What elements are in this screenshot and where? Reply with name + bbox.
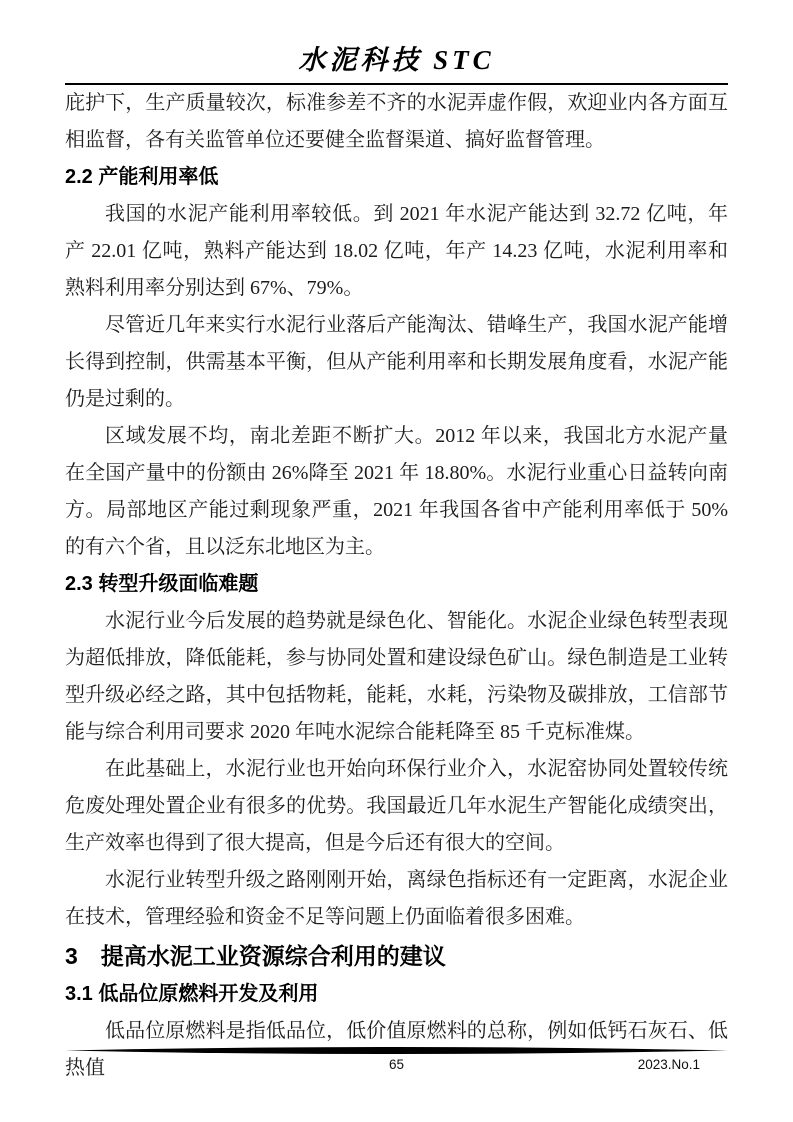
section-2-2-paragraph: 区域发展不均，南北差距不断扩大。2012 年以来，我国北方水泥产量在全国产量中的份额由 26%降至 2021 年 18.80%。水泥行业重心日益转向南方。局部地区产能过剩现象严重，2021 年我国各省中产能利用率低于 50%的有六个省，且以泛东北地区为主。 <box>65 425 728 558</box>
section-3-heading: 3 提高水泥工业资源综合利用的建议 <box>65 943 446 969</box>
section-2-3-paragraph: 水泥行业今后发展的趋势就是绿色化、智能化。水泥企业绿色转型表现为超低排放，降低能耗，参与协同处置和建设绿色矿山。绿色制造是工业转型升级必经之路，其中包括物耗，能耗，水耗，污染物及碳排放，工信部节能与综合利用司要求 2020 年吨水泥综合能耗降至 85 千克标准煤。 <box>65 610 728 743</box>
page-content <box>65 0 728 1087</box>
section-2-2-paragraph: 我国的水泥产能利用率较低。到 2021 年水泥产能达到 32.72 亿吨，年产 22.01 亿吨，熟料产能达到 18.02 亿吨，年产 14.23 亿吨，水泥利用率和熟料利用率分别达到 67%、79%。 <box>65 203 728 299</box>
section-2-3-heading: 2.3 转型升级面临难题 <box>65 573 259 595</box>
section-3-1-paragraph: 低品位原燃料是指低品位，低价值原燃料的总称，例如低钙石灰石、低热值 <box>65 1020 728 1079</box>
article-body <box>65 85 728 1087</box>
journal-title: 水泥科技 STC <box>298 45 495 75</box>
page-footer <box>65 1046 728 1075</box>
section-2-2-heading: 2.2 产能利用率低 <box>65 166 219 188</box>
page-number: 65 <box>388 1057 405 1072</box>
issue-label: 2023.No.1 <box>637 1057 700 1072</box>
section-3-1-heading: 3.1 低品位原燃料开发及利用 <box>65 983 319 1005</box>
section-2-2-paragraph: 尽管近几年来实行水泥行业落后产能淘汰、错峰生产，我国水泥产能增长得到控制，供需基本平衡，但从产能利用率和长期发展角度看，水泥产能仍是过剩的。 <box>65 314 728 410</box>
section-2-3-paragraph: 水泥行业转型升级之路刚刚开始，离绿色指标还有一定距离，水泥企业在技术，管理经验和资金不足等问题上仍面临着很多困难。 <box>65 869 728 928</box>
footer-rule <box>65 1046 728 1055</box>
continued-paragraph: 庇护下，生产质量较次，标准参差不齐的水泥弄虚作假，欢迎业内各方面互相监督，各有关监管单位还要健全监督渠道、搞好监督管理。 <box>65 92 728 151</box>
footer-row <box>65 1055 728 1075</box>
section-2-3-paragraph: 在此基础上，水泥行业也开始向环保行业介入，水泥窑协同处置较传统危废处理处置企业有很多的优势。我国最近几年水泥生产智能化成绩突出，生产效率也得到了很大提高，但是今后还有很大的空间。 <box>65 758 728 854</box>
page-header <box>65 42 728 85</box>
